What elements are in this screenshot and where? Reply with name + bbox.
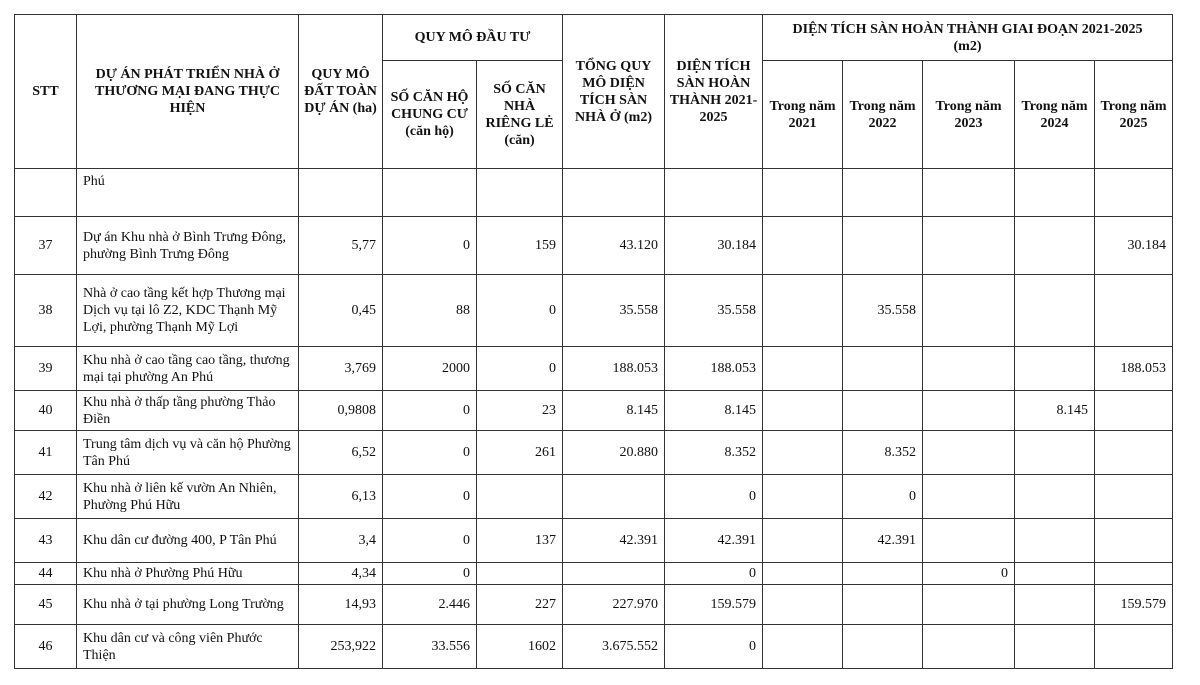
- project-name-cell: Trung tâm dịch vụ và căn hộ Phường Tân Phú: [77, 431, 299, 475]
- year-2022-cell: [843, 347, 923, 391]
- header-2023: Trong năm 2023: [923, 61, 1015, 169]
- year-2021-cell: [763, 625, 843, 669]
- year-2024-cell: [1015, 217, 1095, 275]
- project-name-cell: Dự án Khu nhà ở Bình Trưng Đông, phường Bình Trưng Đông: [77, 217, 299, 275]
- year-2022-cell: 8.352: [843, 431, 923, 475]
- year-2021-cell: [763, 391, 843, 431]
- stt-cell: 38: [15, 275, 77, 347]
- table-row: [15, 475, 1173, 519]
- stt-cell: 37: [15, 217, 77, 275]
- total-area-cell: [563, 475, 665, 519]
- land-area-cell: 3,4: [299, 519, 383, 563]
- houses-cell: 23: [477, 391, 563, 431]
- header-2022: Trong năm 2022: [843, 61, 923, 169]
- year-2022-cell: [843, 585, 923, 625]
- apartments-cell: 2.446: [383, 585, 477, 625]
- houses-cell: 1602: [477, 625, 563, 669]
- completed-area-cell: 8.145: [665, 391, 763, 431]
- houses-cell: 0: [477, 275, 563, 347]
- apartments-cell: 0: [383, 431, 477, 475]
- houses-cell: 261: [477, 431, 563, 475]
- completed-area-cell: 159.579: [665, 585, 763, 625]
- completed-area-cell: 30.184: [665, 217, 763, 275]
- total-area-cell: 188.053: [563, 347, 665, 391]
- year-2024-cell: [1015, 275, 1095, 347]
- year-2022-cell: 42.391: [843, 519, 923, 563]
- year-2025-cell: [1095, 563, 1173, 585]
- header-apartments: SỐ CĂN HỘ CHUNG CƯ (căn hộ): [383, 61, 477, 169]
- project-name-cell: Khu dân cư đường 400, P Tân Phú: [77, 519, 299, 563]
- year-2021-cell: [763, 431, 843, 475]
- total-area-cell: 8.145: [563, 391, 665, 431]
- table-row: [15, 625, 1173, 669]
- completed-area-cell: 0: [665, 475, 763, 519]
- table-row: [15, 519, 1173, 563]
- year-2021-cell: [763, 217, 843, 275]
- completed-area-cell: 188.053: [665, 347, 763, 391]
- year-2023-cell: [923, 347, 1015, 391]
- apartments-cell: 88: [383, 275, 477, 347]
- year-2024-cell: [1015, 519, 1095, 563]
- houses-cell: 137: [477, 519, 563, 563]
- stt-cell: 45: [15, 585, 77, 625]
- year-2022-cell: [843, 625, 923, 669]
- completed-area-cell: 35.558: [665, 275, 763, 347]
- table-row: [15, 275, 1173, 347]
- project-name-cell: Khu dân cư và công viên Phước Thiện: [77, 625, 299, 669]
- header-period: DIỆN TÍCH SÀN HOÀN THÀNH GIAI ĐOẠN 2021-2025 (m2): [763, 15, 1173, 61]
- year-2023-cell: [923, 519, 1015, 563]
- year-2022-cell: 35.558: [843, 275, 923, 347]
- apartments-cell: 0: [383, 475, 477, 519]
- header-stt: STT: [15, 15, 77, 169]
- project-name-cell: Nhà ở cao tầng kết hợp Thương mại Dịch vụ tại lô Z2, KDC Thạnh Mỹ Lợi, phường Thạnh Mỹ Lợi: [77, 275, 299, 347]
- year-2025-cell: [1095, 391, 1173, 431]
- continuation-text: Phú: [77, 169, 299, 217]
- year-2023-cell: [923, 275, 1015, 347]
- land-area-cell: 6,13: [299, 475, 383, 519]
- apartments-cell: 0: [383, 563, 477, 585]
- header-land: QUY MÔ ĐẤT TOÀN DỰ ÁN (ha): [299, 15, 383, 169]
- stt-cell: 44: [15, 563, 77, 585]
- completed-area-cell: 42.391: [665, 519, 763, 563]
- year-2024-cell: [1015, 585, 1095, 625]
- project-name-cell: Khu nhà ở thấp tầng phường Thảo Điền: [77, 391, 299, 431]
- table-row: [15, 431, 1173, 475]
- year-2022-cell: [843, 391, 923, 431]
- total-area-cell: 20.880: [563, 431, 665, 475]
- stt-cell: 46: [15, 625, 77, 669]
- completed-area-cell: 8.352: [665, 431, 763, 475]
- year-2025-cell: [1095, 475, 1173, 519]
- land-area-cell: 4,34: [299, 563, 383, 585]
- year-2022-cell: [843, 563, 923, 585]
- year-2023-cell: [923, 391, 1015, 431]
- year-2025-cell: [1095, 519, 1173, 563]
- year-2024-cell: 8.145: [1015, 391, 1095, 431]
- land-area-cell: 5,77: [299, 217, 383, 275]
- project-name-cell: Khu nhà ở tại phường Long Trường: [77, 585, 299, 625]
- year-2025-cell: 188.053: [1095, 347, 1173, 391]
- stt-cell: 40: [15, 391, 77, 431]
- completed-area-cell: 0: [665, 563, 763, 585]
- year-2025-cell: 159.579: [1095, 585, 1173, 625]
- year-2024-cell: [1015, 625, 1095, 669]
- project-name-cell: Khu nhà ở liên kế vườn An Nhiên, Phường Phú Hữu: [77, 475, 299, 519]
- total-area-cell: 42.391: [563, 519, 665, 563]
- houses-cell: [477, 475, 563, 519]
- apartments-cell: 0: [383, 519, 477, 563]
- year-2023-cell: 0: [923, 563, 1015, 585]
- houses-cell: 0: [477, 347, 563, 391]
- total-area-cell: 3.675.552: [563, 625, 665, 669]
- year-2023-cell: [923, 625, 1015, 669]
- total-area-cell: 227.970: [563, 585, 665, 625]
- total-area-cell: 35.558: [563, 275, 665, 347]
- stt-cell: 43: [15, 519, 77, 563]
- year-2024-cell: [1015, 475, 1095, 519]
- project-name-cell: Khu nhà ở Phường Phú Hữu: [77, 563, 299, 585]
- table-row: [15, 585, 1173, 625]
- header-2021: Trong năm 2021: [763, 61, 843, 169]
- houses-cell: 227: [477, 585, 563, 625]
- table-row: [15, 347, 1173, 391]
- header-houses: SỐ CĂN NHÀ RIÊNG LẺ (căn): [477, 61, 563, 169]
- year-2023-cell: [923, 217, 1015, 275]
- year-2024-cell: [1015, 347, 1095, 391]
- year-2023-cell: [923, 585, 1015, 625]
- land-area-cell: 253,922: [299, 625, 383, 669]
- apartments-cell: 0: [383, 217, 477, 275]
- stt-cell: 42: [15, 475, 77, 519]
- year-2022-cell: 0: [843, 475, 923, 519]
- year-2025-cell: 30.184: [1095, 217, 1173, 275]
- year-2021-cell: [763, 475, 843, 519]
- year-2025-cell: [1095, 625, 1173, 669]
- houses-cell: 159: [477, 217, 563, 275]
- land-area-cell: 0,9808: [299, 391, 383, 431]
- housing-projects-table: [14, 14, 1173, 669]
- header-2024: Trong năm 2024: [1015, 61, 1095, 169]
- year-2021-cell: [763, 585, 843, 625]
- year-2023-cell: [923, 431, 1015, 475]
- year-2024-cell: [1015, 563, 1095, 585]
- year-2021-cell: [763, 519, 843, 563]
- year-2021-cell: [763, 275, 843, 347]
- land-area-cell: 14,93: [299, 585, 383, 625]
- year-2021-cell: [763, 347, 843, 391]
- land-area-cell: 3,769: [299, 347, 383, 391]
- project-name-cell: Khu nhà ở cao tầng cao tầng, thương mại tại phường An Phú: [77, 347, 299, 391]
- year-2021-cell: [763, 563, 843, 585]
- header-investment: QUY MÔ ĐẦU TƯ: [383, 15, 563, 61]
- total-area-cell: 43.120: [563, 217, 665, 275]
- header-completed: DIỆN TÍCH SÀN HOÀN THÀNH 2021-2025: [665, 15, 763, 169]
- year-2023-cell: [923, 475, 1015, 519]
- continuation-row: [15, 169, 1173, 217]
- year-2024-cell: [1015, 431, 1095, 475]
- stt-cell: 39: [15, 347, 77, 391]
- table-row: [15, 563, 1173, 585]
- completed-area-cell: 0: [665, 625, 763, 669]
- year-2025-cell: [1095, 431, 1173, 475]
- year-2025-cell: [1095, 275, 1173, 347]
- header-2025: Trong năm 2025: [1095, 61, 1173, 169]
- apartments-cell: 33.556: [383, 625, 477, 669]
- stt-cell: 41: [15, 431, 77, 475]
- land-area-cell: 6,52: [299, 431, 383, 475]
- table-row: [15, 217, 1173, 275]
- total-area-cell: [563, 563, 665, 585]
- table-row: [15, 391, 1173, 431]
- apartments-cell: 2000: [383, 347, 477, 391]
- houses-cell: [477, 563, 563, 585]
- apartments-cell: 0: [383, 391, 477, 431]
- header-total-area: TỔNG QUY MÔ DIỆN TÍCH SÀN NHÀ Ở (m2): [563, 15, 665, 169]
- year-2022-cell: [843, 217, 923, 275]
- land-area-cell: 0,45: [299, 275, 383, 347]
- header-project: DỰ ÁN PHÁT TRIỂN NHÀ Ở THƯƠNG MẠI ĐANG THỰC HIỆN: [77, 15, 299, 169]
